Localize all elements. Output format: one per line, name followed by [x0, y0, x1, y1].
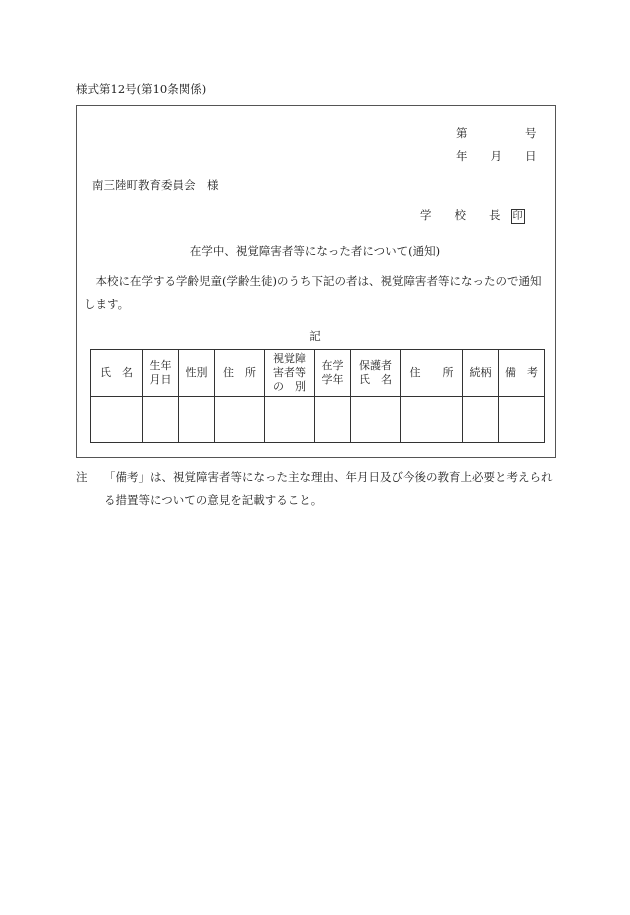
cell-guardian-address [401, 397, 463, 443]
header-sex [179, 350, 215, 397]
cell-remarks [499, 397, 545, 443]
document-date-line: 年 月 日 [456, 149, 537, 163]
header-line: 保護者 [359, 359, 392, 372]
header-line: 視覚障 [273, 352, 306, 365]
header-line: 害者等 [273, 366, 306, 379]
document-title: 在学中、視覚障害者等になった者について(通知) [189, 244, 441, 258]
header-line: 学年 [321, 373, 344, 386]
ki-label: 記 [309, 329, 321, 343]
table-header-row [91, 350, 545, 397]
cell-guardian-name [351, 397, 401, 443]
header-line: 住 所 [409, 366, 454, 379]
cell-disability-type [265, 397, 315, 443]
header-line: 在学 [321, 359, 344, 372]
footnote-text: 「備考」は、視覚障害者等になった主な理由、年月日及び今後の教育上必要と考えられる措置等についての意見を記載すること。 [104, 470, 553, 507]
student-record-table [90, 349, 545, 443]
footnote [76, 466, 556, 512]
cell-relationship [463, 397, 499, 443]
cell-birthdate [143, 397, 179, 443]
addressee: 南三陸町教育委員会 様 [92, 178, 219, 192]
footnote-marker: 注 [76, 470, 88, 484]
header-line: 住 所 [223, 366, 256, 379]
header-line: 氏 名 [359, 373, 392, 386]
header-address [215, 350, 265, 397]
table-row [91, 397, 545, 443]
header-line: の 別 [273, 380, 306, 393]
cell-sex [179, 397, 215, 443]
sender-line [420, 207, 525, 224]
header-grade [315, 350, 351, 397]
header-line: 氏 名 [100, 366, 133, 379]
cell-grade [315, 397, 351, 443]
header-birthdate [143, 350, 179, 397]
header-line: 生年 [149, 359, 172, 372]
seal-mark: 印 [512, 211, 523, 222]
body-text: 本校に在学する学齢児童(学齢生徒)のうち下記の者は、視覚障害者等になったので通知します。 [84, 274, 542, 311]
header-disability-type [265, 350, 315, 397]
header-relationship [463, 350, 499, 397]
header-line: 月日 [149, 373, 172, 386]
header-name [91, 350, 143, 397]
header-line: 続柄 [469, 366, 492, 379]
document-number-line: 第 号 [456, 126, 537, 140]
header-line: 性別 [185, 366, 208, 379]
form-number-label: 様式第12号(第10条関係) [76, 82, 207, 96]
cell-address [215, 397, 265, 443]
header-guardian-address [401, 350, 463, 397]
sender-title: 学 校 長 [420, 208, 501, 222]
header-remarks [499, 350, 545, 397]
header-line: 備 考 [505, 366, 538, 379]
cell-name [91, 397, 143, 443]
header-guardian-name [351, 350, 401, 397]
